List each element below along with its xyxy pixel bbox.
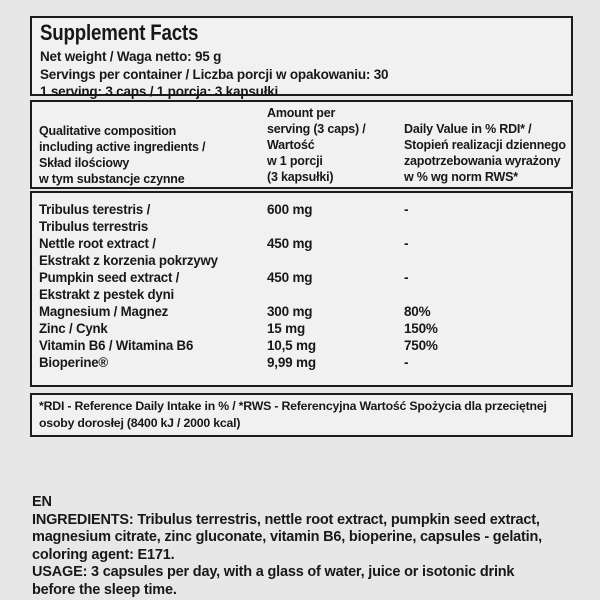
net-weight-line: Net weight / Waga netto: 95 g: [40, 49, 222, 64]
ingredient-amount: 15 mg: [267, 321, 306, 336]
column-header-line: Skład ilościowy: [39, 156, 130, 170]
table-row: [39, 201, 571, 235]
ingredient-name: [39, 320, 267, 337]
table-row: [39, 337, 571, 354]
column-header-composition: [39, 123, 205, 187]
column-header-panel: [30, 100, 573, 189]
panel-title: Supplement Facts: [40, 20, 199, 45]
ingredient-amount: 450 mg: [267, 270, 313, 285]
column-header-amount: [267, 105, 366, 185]
ingredient-daily-value: 150%: [404, 321, 438, 336]
ingredients-usage-text: [32, 494, 542, 600]
table-row: [39, 235, 571, 269]
column-header-line: w tym substancje czynne: [39, 172, 185, 186]
column-header-line: including active ingredients /: [39, 140, 206, 154]
ingredient-amount: 9,99 mg: [267, 355, 316, 370]
ingredient-name-line: Vitamin B6 / Witamina B6: [39, 338, 194, 353]
ingredient-name: [39, 337, 267, 354]
table-row: [39, 320, 571, 337]
supplement-facts-panel: [30, 16, 573, 99]
ingredient-name: [39, 269, 267, 303]
table-row: [39, 269, 571, 303]
ingredient-amount: 10,5 mg: [267, 338, 316, 353]
ingredient-amount: 600 mg: [267, 202, 313, 217]
serving-info: [40, 48, 388, 101]
ingredient-amount: 300 mg: [267, 304, 313, 319]
column-header-line: w 1 porcji: [267, 154, 323, 168]
column-header-daily-value: [404, 121, 566, 185]
serving-size-line: 1 serving: 3 caps / 1 porcja: 3 kapsułki: [40, 84, 279, 99]
ingredients-line: INGREDIENTS: Tribulus terrestris, nettle root extract, pumpkin seed extract,: [32, 511, 540, 528]
ingredient-name-line: Nettle root extract /: [39, 236, 156, 251]
ingredient-name-line: Magnesium / Magnez: [39, 304, 169, 319]
ingredient-name-line: Zinc / Cynk: [39, 321, 108, 336]
ingredient-daily-value: 750%: [404, 338, 438, 353]
ingredient-name: [39, 303, 267, 320]
footnote-line: osoby dorosłej (8400 kJ / 2000 kcal): [39, 416, 241, 430]
column-header-line: Amount per: [267, 106, 336, 120]
usage-line: before the sleep time.: [32, 581, 177, 598]
ingredient-daily-value: -: [404, 270, 409, 285]
rdi-footnote: [39, 398, 547, 432]
column-header-line: w % wg norm RWS*: [404, 170, 518, 184]
column-header-line: serving (3 caps) /: [267, 122, 366, 136]
ingredient-name-line: Tribulus terestris /: [39, 202, 151, 217]
table-row: [39, 354, 571, 371]
ingredient-daily-value: 80%: [404, 304, 431, 319]
table-row: [39, 303, 571, 320]
ingredient-name: [39, 354, 267, 371]
ingredient-name: [39, 201, 267, 235]
rdi-footnote-panel: [30, 393, 573, 437]
column-header-line: Daily Value in % RDI* /: [404, 122, 532, 136]
column-header-line: (3 kapsułki): [267, 170, 334, 184]
ingredient-name-line: Ekstrakt z korzenia pokrzywy: [39, 253, 218, 268]
ingredient-amount: 450 mg: [267, 236, 313, 251]
ingredient-name-line: Tribulus terrestris: [39, 219, 149, 234]
ingredient-daily-value: -: [404, 236, 409, 251]
ingredient-name-line: Bioperine®: [39, 355, 108, 370]
ingredient-name: [39, 235, 267, 269]
ingredient-name-line: Pumpkin seed extract /: [39, 270, 180, 285]
ingredients-line: coloring agent: E171.: [32, 546, 175, 563]
ingredient-name-line: Ekstrakt z pestek dyni: [39, 287, 175, 302]
ingredients-rows: [32, 193, 571, 371]
ingredients-line: magnesium citrate, zinc gluconate, vitamin B6, bioperine, capsules - gelatin,: [32, 529, 542, 546]
ingredient-daily-value: -: [404, 355, 409, 370]
servings-per-container-line: Servings per container / Liczba porcji w opakowaniu: 30: [40, 66, 389, 82]
ingredients-table-panel: [30, 191, 573, 387]
column-header-line: Wartość: [267, 138, 315, 152]
usage-line: USAGE: 3 capsules per day, with a glass of water, juice or isotonic drink: [32, 564, 515, 581]
footnote-line: *RDI - Reference Daily Intake in % / *RWS - Referencyjna Wartość Spożycia dla przeciętnej: [39, 399, 547, 413]
language-code: EN: [32, 494, 52, 510]
column-header-line: zapotrzebowania wyrażony: [404, 154, 561, 168]
ingredient-daily-value: -: [404, 202, 409, 217]
column-header-line: Stopień realizacji dziennego: [404, 138, 566, 152]
column-header-line: Qualitative composition: [39, 124, 177, 138]
